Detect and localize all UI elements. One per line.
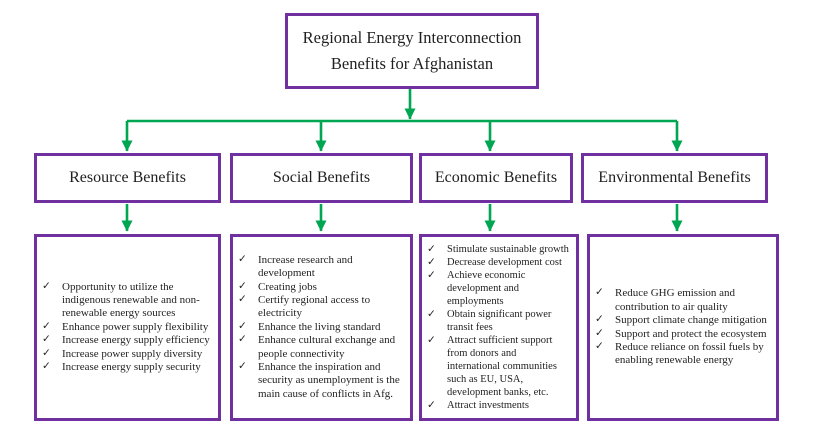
check-icon: ✓ — [42, 280, 51, 292]
check-icon: ✓ — [238, 334, 247, 346]
check-icon: ✓ — [42, 320, 51, 332]
benefit-text: Certify regional access to electricity — [258, 293, 371, 320]
root-title-box — [285, 13, 539, 89]
category-label-resource: Resource Benefits — [69, 169, 186, 186]
check-icon: ✓ — [238, 293, 247, 305]
check-icon: ✓ — [427, 243, 436, 255]
benefit-text: Reduce GHG emission and contribution to air quality — [615, 287, 736, 313]
detail-box-economic — [419, 234, 579, 421]
benefit-item — [595, 314, 771, 327]
benefit-text: Increase research and development — [258, 253, 353, 280]
benefit-item — [238, 254, 405, 281]
benefit-item — [42, 281, 213, 321]
benefit-text: Decrease development cost — [447, 256, 562, 268]
benefit-list-social — [238, 254, 405, 401]
detail-box-social — [230, 234, 413, 421]
category-label-environmental: Environmental Benefits — [598, 169, 751, 186]
check-icon: ✓ — [238, 280, 247, 292]
benefit-text: Stimulate sustainable growth — [447, 243, 569, 255]
check-icon: ✓ — [427, 256, 436, 268]
benefit-item — [595, 287, 771, 314]
detail-box-resource — [34, 234, 221, 421]
benefit-text: Attract sufficient support from donors and international communities such as EU, USA, development banks, etc. — [447, 335, 557, 399]
benefit-item — [238, 334, 405, 361]
benefit-text: Opportunity to utilize the indigenous renewable and non-renewable energy sources — [62, 280, 200, 320]
benefit-item — [238, 321, 405, 334]
benefit-item — [238, 361, 405, 401]
benefit-text: Obtain significant power transit fees — [447, 308, 552, 333]
benefit-item — [238, 294, 405, 321]
check-icon: ✓ — [595, 287, 604, 299]
check-icon: ✓ — [238, 320, 247, 332]
benefit-list-economic — [427, 243, 571, 412]
category-box-economic — [419, 153, 573, 203]
category-label-social: Social Benefits — [272, 169, 371, 186]
check-icon: ✓ — [238, 361, 247, 373]
benefit-text: Increase energy supply efficiency — [62, 334, 210, 347]
check-icon: ✓ — [427, 269, 436, 281]
check-icon: ✓ — [427, 335, 436, 346]
benefit-list-resource — [42, 281, 213, 375]
diagram-title: Regional Energy Interconnection Benefits for Afghanistan — [302, 28, 522, 73]
category-box-environmental — [581, 153, 768, 203]
benefit-item — [42, 348, 213, 361]
category-label-economic: Economic Benefits — [434, 169, 558, 186]
benefit-text: Increase energy supply security — [62, 361, 201, 374]
benefit-text: Enhance the living standard — [258, 320, 381, 333]
benefit-text: Enhance power supply flexibility — [62, 320, 209, 333]
benefit-item — [427, 243, 571, 256]
benefit-item — [238, 281, 405, 294]
category-box-resource — [34, 153, 221, 203]
check-icon: ✓ — [42, 334, 51, 346]
benefit-item — [42, 334, 213, 347]
benefit-item — [42, 321, 213, 334]
benefit-list-environmental — [595, 287, 771, 367]
benefit-text: Enhance the inspiration and security as unemployment is the main cause of conflicts in Afg. — [258, 361, 400, 400]
benefit-text: Reduce reliance on fossil fuels by enabling renewable energy — [615, 340, 764, 367]
check-icon: ✓ — [595, 314, 604, 326]
benefit-text: Support and protect the ecosystem — [615, 327, 767, 340]
benefit-text: Enhance cultural exchange and people connectivity — [258, 334, 396, 360]
benefit-item — [595, 341, 771, 368]
benefit-item — [427, 269, 571, 308]
check-icon: ✓ — [42, 347, 51, 359]
benefit-item — [42, 361, 213, 374]
benefit-item — [427, 308, 571, 334]
benefit-item — [427, 399, 571, 412]
check-icon: ✓ — [427, 308, 436, 320]
benefit-text: Support climate change mitigation — [615, 314, 767, 327]
detail-box-environmental — [587, 234, 779, 421]
check-icon: ✓ — [42, 361, 51, 373]
benefit-text: Creating jobs — [258, 280, 317, 293]
check-icon: ✓ — [427, 400, 436, 412]
benefit-text: Attract investments — [447, 400, 529, 412]
benefit-item — [427, 334, 571, 399]
benefit-text: Achieve economic development and employments — [447, 269, 526, 307]
category-box-social — [230, 153, 413, 203]
benefit-text: Increase power supply diversity — [62, 347, 203, 360]
check-icon: ✓ — [238, 253, 247, 265]
check-icon: ✓ — [595, 327, 604, 339]
benefit-item — [427, 256, 571, 269]
check-icon: ✓ — [595, 340, 604, 352]
benefit-item — [595, 328, 771, 341]
